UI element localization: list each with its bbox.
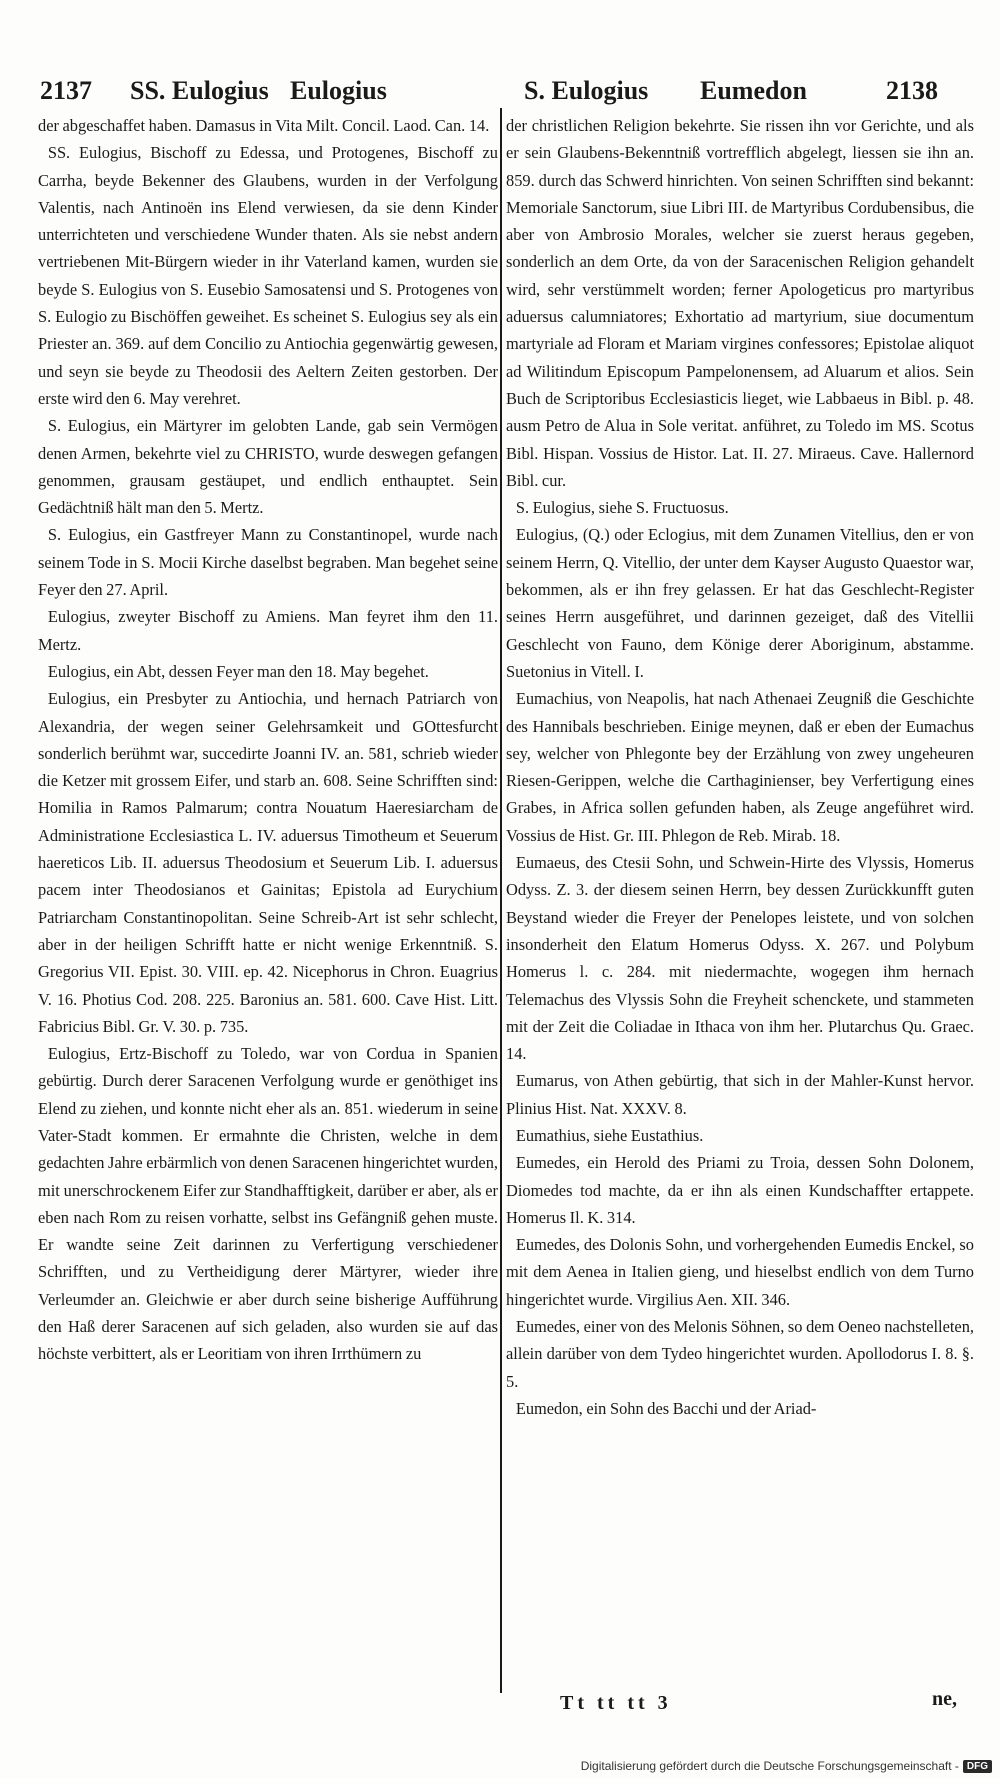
entry-paragraph: Eulogius, zweyter Bischoff zu Amiens. Man feyret ihm den 11. Mertz. xyxy=(38,607,498,654)
entry-paragraph: Eulogius, ein Presbyter zu Antiochia, und hernach Patriarch von Alexandria, der wegen seiner Gelehrsamkeit und GOttesfurcht sonderlich berühmt war, succedirte Joanni IV. an. 581, schrieb wieder die Ketzer mit grossem Eifer, und starb an. 608. Seine Schrifften sind: Homilia in Ramos Palmarum; contra Nouatum Haeresiarcham de Administratione Ecclesiastica L. IV. aduersus Timotheum et Seuerum haereticos Lib. II. aduersus Theodosium et Seuerum Lib. I. aduersus pacem inter Theodosianos et Gainitas; Epistola ad Eurychium Patriarcham Constantinopolitan. Seine Schreib-Art ist sehr schlecht, aber in der heiligen Schrifft hatte er nicht wenige Erkenntniß. S. Gregorius VII. Epist. 30. VIII. ep. 42. Nicephorus in Chron. Euagrius V. 16. Photius Cod. 208. 225. Baronius an. 581. 600. Cave Hist. Litt. Fabricius Bibl. Gr. V. 30. p. 735. xyxy=(38,689,498,1036)
footer-text: Digitalisierung gefördert durch die Deutsche Forschungsgemeinschaft - xyxy=(580,1759,959,1773)
page-number-left: 2137 xyxy=(40,76,92,105)
entry-paragraph: S. Eulogius, siehe S. Fructuosus. xyxy=(515,498,729,518)
entry-paragraph: Eumedes, des Dolonis Sohn, und vorhergehenden Eumedis Enckel, so mit dem Aenea in Italien gieng, und hieselbst endlich von dem Turno hingerichtet wurde. Virgilius Aen. XII. 346. xyxy=(506,1235,974,1309)
entry-paragraph: Eumarus, von Athen gebürtig, that sich in der Mahler-Kunst hervor. Plinius Hist. Nat. XXXV. 8. xyxy=(506,1071,974,1118)
entry-paragraph: Eumachius, von Neapolis, hat nach Athenaei Zeugniß die Geschichte des Hannibals beschrieben. Einige meynen, daß er eben der Eumachus sey, welcher von Phlegonte bey der Erzählung von zwey ungeheuren Riesen-Gerippen, welche die Carthaginienser, bey Verfertigung eines Grabes, in Africa sollen gefunden haben, als Zeuge angeführet wird. Vossius de Hist. Gr. III. Phlegon de Reb. Mirab. 18. xyxy=(506,689,974,845)
dfg-logo-icon: DFG xyxy=(963,1760,992,1773)
entry-paragraph: Eumedes, einer von des Melonis Söhnen, so dem Oeneo nachstelleten, allein darüber von dem Tydeo hingerichtet wurden. Apollodorus I. 8. §. 5. xyxy=(506,1317,974,1391)
entry-paragraph: Eumathius, siehe Eustathius. xyxy=(515,1125,704,1145)
printer-signature: Tt tt tt 3 xyxy=(560,1692,672,1714)
entry-paragraph: Eulogius, (Q.) oder Eclogius, mit dem Zunamen Vitellius, den er von seinem Herrn, Q. Vitellio, der unter dem Kayser Augusto Quaestor war, bekommen, als er ihn frey gelassen. Er hat das Geschlecht-Register seines Herrn ausgeführet, und darinnen gezeiget, daß des Vitellii Geschlecht von Fauno, dem Könige derer Aboriginum, abstamme. Suetonius in Vitell. I. xyxy=(506,525,974,681)
entry-paragraph: der abgeschaffet haben. Damasus in Vita Milt. Concil. Laod. Can. 14. xyxy=(38,116,490,135)
page-number-right: 2138 xyxy=(886,76,938,105)
entry-paragraph: Eulogius, ein Abt, dessen Feyer man den 18. May begehet. xyxy=(47,661,429,681)
header-right-title-1: S. Eulogius xyxy=(524,76,649,105)
entry-paragraph: Eulogius, Ertz-Bischoff zu Toledo, war von Cordua in Spanien gebürtig. Durch derer Saracenen Verfolgung wurde er genöthiget ins Elend zu ziehen, und konnte nicht eher als an. 851. wiederum in seine Vater-Stadt kommen. Er ermahnte die Christen, welche in dem gedachten Jahre erbärmlich von denen Saracenen hingerichtet wurden, mit unerschrockenem Eifer zur Standhafftigkeit, darüber er aber, als er eben nach Rom zu reisen vorhatte, selbst ins Gefängniß gehen muste. Er wandte seine Zeit darinnen zu Verfertigung verschiedener Schrifften, und zu Vertheidigung derer Märtyrer, wieder ihre Verleumder an. Gleichwie er aber durch seine bisherige Aufführung den Haß derer Saracenen auf sich geladen, also wurden sie auf das höchste verbittert, als er Leoritiam von ihren Irrthümern zu xyxy=(38,1044,498,1364)
header-right-title-2: Eumedon xyxy=(700,76,807,105)
left-column xyxy=(38,112,498,1697)
digitization-footer xyxy=(581,1759,992,1773)
running-header xyxy=(40,72,960,112)
header-left-title-1: SS. Eulogius xyxy=(130,76,269,105)
entry-paragraph: Eumedes, ein Herold des Priami zu Troia, dessen Sohn Dolonem, Diomedes tod machte, da er ihn als einen Kundschaffter ertappete. Homerus Il. K. 314. xyxy=(506,1153,974,1227)
entry-paragraph: SS. Eulogius, Bischoff zu Edessa, und Protogenes, Bischoff zu Carrha, beyde Bekenner des Glaubens, wurden in der Verfolgung Valentis, nach Antinoën ins Elend verwiesen, da sie denn Kinder unterrichteten und verschiedene Wunder thaten. Als sie nebst andern vertriebenen Mit-Bürgern wieder in ihr Vaterland kamen, wurden sie beyde S. Eulogius von S. Eusebio Samosatensi und S. Protogenes von S. Eulogio zu Bischöffen geweihet. Es scheinet S. Eulogius sey als ein Priester an. 369. auf dem Concilio zu Antiochia gegenwärtig gewesen, und seyn sie beyde zu Theodosii des Aeltern Zeiten gestorben. Der erste wird den 6. May verehret. xyxy=(38,143,498,408)
entry-paragraph: S. Eulogius, ein Märtyrer im gelobten Lande, gab sein Vermögen denen Armen, bekehrte viel zu CHRISTO, wurde deswegen gefangen genommen, grausam gestäupet, und endlich enthauptet. Sein Gedächtniß hält man den 5. Mertz. xyxy=(38,416,498,518)
column-divider xyxy=(500,108,502,1693)
entry-paragraph: der christlichen Religion bekehrte. Sie rissen ihn vor Gerichte, und als er sein Glaubens-Bekenntniß vortrefflich abgelegt, liessen sie ihn an. 859. durch das Schwerd hinrichten. Von seinen Schrifften sind bekannt: Memoriale Sanctorum, siue Libri III. de Martyribus Cordubensibus, die aber von Ambrosio Morales, welcher sie zuerst heraus gegeben, sonderlich an dem Orte, da von der Saracenischen Religion gehandelt wird, sehr verstümmelt worden; ferner Apologeticus pro martyribus aduersus calumniatores; Exhortatio ad martyrium, siue documentum martyriale ad Floram et Mariam virgines confessores; Epistolae aliquot ad Wilitindum Episcopum Pampelonensem, ad Aluarum et alios. Sein Buch de Scriptoribus Ecclesiasticis lieget, wie Labbaeus in Bibl. p. 48. ausm Petro de Alua in Sole veritat. anführet, zu Toledo im MS. Scotus Bibl. Hispan. Vossius de Histor. Lat. II. 27. Miraeus. Cave. Hallernord Bibl. cur. xyxy=(506,116,974,490)
entry-paragraph: S. Eulogius, ein Gastfreyer Mann zu Constantinopel, wurde nach seinem Tode in S. Mocii Kirche daselbst begraben. Man begehet seine Feyer den 27. April. xyxy=(38,525,498,600)
header-left-title-2: Eulogius xyxy=(290,76,387,105)
entry-paragraph: Eumaeus, des Ctesii Sohn, und Schwein-Hirte des Vlyssis, Homerus Odyss. Z. 3. der diesem seinen Herrn, bey dessen Zurückkunfft guten Beystand wieder die Freyer der Penelopes leistete, und von solchen insonderheit den Elatum Homerus Odyss. X. 267. und Polybum Homerus l. c. 284. mit niedermachte, wogegen ihm hernach Telemachus des Vlyssis Sohn die Freyheit schenckete, und stammeten mit der Zeit die Coliadae in Ithaca von ihm her. Plutarchus Qu. Graec. 14. xyxy=(506,853,974,1064)
right-column xyxy=(506,112,974,1697)
entry-paragraph: Eumedon, ein Sohn des Bacchi und der Ariad- xyxy=(515,1398,817,1418)
catchword: ne, xyxy=(932,1688,957,1710)
